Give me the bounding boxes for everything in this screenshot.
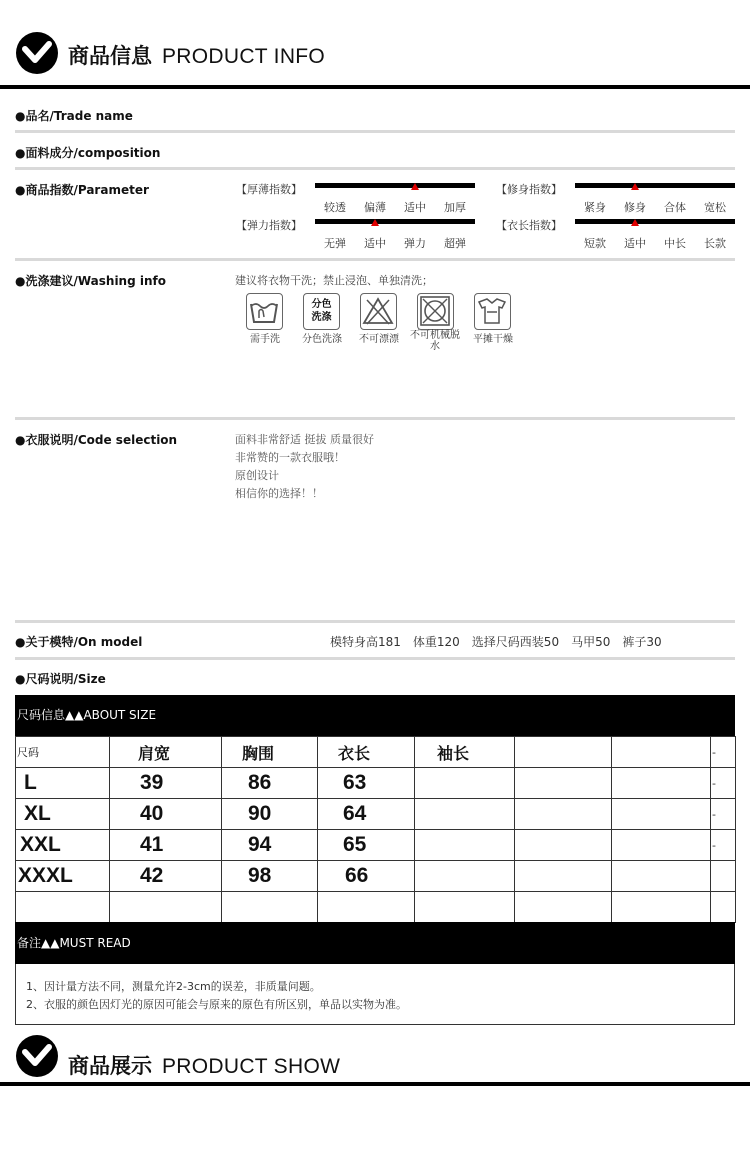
- divider: [15, 167, 735, 170]
- size-table-header-row: [16, 737, 736, 768]
- elasticity-option: 弹力: [404, 237, 426, 250]
- length-option: 短款: [584, 237, 606, 250]
- washing-label: ●洗涤建议/Washing info: [15, 274, 166, 288]
- elasticity-option: 适中: [364, 237, 386, 250]
- length-scale: [575, 219, 735, 224]
- wash-icon-label: 分色洗涤: [302, 334, 342, 345]
- section-title: 商品信息 PRODUCT INFO: [68, 44, 326, 68]
- washing-advice: 建议将衣物干洗；禁止浸泡、单独清洗；: [235, 274, 433, 287]
- shoulder-cell: 42: [110, 861, 222, 892]
- no-machine-dry-icon: [417, 293, 454, 330]
- size-table-grid: [15, 736, 736, 923]
- note-line: 1、因计量方法不同，测量允许2-3cm的误差，非质量问题。: [26, 980, 321, 993]
- column-header: 胸围: [222, 737, 318, 768]
- sleeve-cell: [415, 892, 515, 923]
- size-table-title: 尺码信息▲▲ABOUT SIZE: [15, 695, 735, 736]
- description-line: 非常赞的一款衣服哦！: [235, 451, 345, 464]
- length-option: 长款: [704, 237, 726, 250]
- column-header: 肩宽: [110, 737, 222, 768]
- no-bleach-icon: [360, 293, 397, 330]
- length-option: 中长: [664, 237, 686, 250]
- elasticity-option: 无弹: [324, 237, 346, 250]
- empty-cell: [612, 861, 711, 892]
- flat-dry-icon: [474, 293, 511, 330]
- thickness-option: 加厚: [444, 201, 466, 214]
- length-marker: [631, 219, 639, 226]
- column-header: 尺码: [16, 737, 110, 768]
- chest-cell: 90: [222, 799, 318, 830]
- fit-option: 合体: [664, 201, 686, 214]
- description-line: 原创设计: [235, 469, 279, 482]
- description-line: 相信你的选择！！: [235, 487, 323, 500]
- dash-cell: [711, 861, 736, 892]
- divider: [15, 258, 735, 261]
- thickness-label: 【厚薄指数】: [236, 183, 302, 196]
- trade-name-label: ●品名/Trade name: [15, 109, 133, 123]
- divider: [15, 130, 735, 133]
- column-header: 衣长: [318, 737, 415, 768]
- empty-cell: [515, 768, 612, 799]
- length-option: 适中: [624, 237, 646, 250]
- elasticity-label: 【弹力指数】: [236, 219, 302, 232]
- table-row: [16, 799, 736, 830]
- length-label: 【衣长指数】: [496, 219, 562, 232]
- length-cell: 65: [318, 830, 415, 861]
- empty-cell: [515, 861, 612, 892]
- elasticity-option: 超弹: [444, 237, 466, 250]
- code-selection-label: ●衣服说明/Code selection: [15, 433, 178, 447]
- length-cell: 63: [318, 768, 415, 799]
- size-cell: L: [16, 768, 110, 799]
- chest-cell: [222, 892, 318, 923]
- empty-cell: [612, 892, 711, 923]
- empty-cell: [612, 768, 711, 799]
- shoulder-cell: 40: [110, 799, 222, 830]
- notes-title: 备注▲▲MUST READ: [15, 922, 735, 964]
- column-header: [515, 737, 612, 768]
- size-cell: XL: [16, 799, 110, 830]
- header-bar: [0, 1082, 750, 1086]
- note-line: 2、衣服的颜色因灯光的原因可能会与原来的原色有所区别，单品以实物为准。: [26, 998, 407, 1011]
- empty-cell: [515, 799, 612, 830]
- brand-logo-icon: [16, 1035, 58, 1077]
- wash-icon-label: 需手洗: [250, 334, 280, 345]
- divider: [15, 657, 735, 660]
- thickness-option: 偏薄: [364, 201, 386, 214]
- wash-icon-label: 不可漂漂: [359, 334, 399, 345]
- dash-cell: [711, 892, 736, 923]
- shoulder-cell: [110, 892, 222, 923]
- dash-cell: -: [711, 799, 736, 830]
- chest-cell: 98: [222, 861, 318, 892]
- empty-cell: [515, 892, 612, 923]
- separate-wash-icon-text: 分色洗涤: [311, 299, 332, 323]
- size-cell: [16, 892, 110, 923]
- sleeve-cell: [415, 830, 515, 861]
- section-title: 商品展示 PRODUCT SHOW: [68, 1054, 341, 1078]
- chest-cell: 94: [222, 830, 318, 861]
- elasticity-marker: [371, 219, 379, 226]
- composition-label: ●面料成分/composition: [15, 146, 161, 160]
- description-line: 面料非常舒适 挺拔 质量很好: [235, 433, 374, 446]
- separate-wash-icon: [303, 293, 340, 330]
- brand-logo-icon: [16, 32, 58, 74]
- dash-cell: -: [711, 830, 736, 861]
- shoulder-cell: 41: [110, 830, 222, 861]
- parameter-label: ●商品指数/Parameter: [15, 183, 149, 197]
- fit-scale: [575, 183, 735, 188]
- chest-cell: 86: [222, 768, 318, 799]
- header-bar: [0, 85, 750, 89]
- length-cell: 66: [318, 861, 415, 892]
- sleeve-cell: [415, 799, 515, 830]
- on-model-label: ●关于模特/On model: [15, 635, 143, 649]
- size-label: ●尺码说明/Size: [15, 672, 106, 686]
- thickness-scale: [315, 183, 475, 188]
- sleeve-cell: [415, 861, 515, 892]
- empty-cell: [515, 830, 612, 861]
- column-header: [612, 737, 711, 768]
- notes-box: [15, 964, 735, 1025]
- thickness-option: 适中: [404, 201, 426, 214]
- size-cell: XXXL: [16, 861, 110, 892]
- column-header: 袖长: [415, 737, 515, 768]
- product-info-header: [0, 18, 750, 86]
- fit-marker: [631, 183, 639, 190]
- length-cell: 64: [318, 799, 415, 830]
- thickness-marker: [411, 183, 419, 190]
- empty-cell: [612, 799, 711, 830]
- table-row: [16, 861, 736, 892]
- shoulder-cell: 39: [110, 768, 222, 799]
- thickness-option: 较透: [324, 201, 346, 214]
- fit-option: 紧身: [584, 201, 606, 214]
- model-info: 模特身高181 体重120 选择尺码西装50 马甲50 裤子30: [330, 635, 662, 649]
- divider: [15, 417, 735, 420]
- hand-wash-icon: [246, 293, 283, 330]
- fit-option: 宽松: [704, 201, 726, 214]
- elasticity-scale: [315, 219, 475, 224]
- wash-icon-label: 平摊干燥: [473, 334, 513, 345]
- length-cell: [318, 892, 415, 923]
- fit-option: 修身: [624, 201, 646, 214]
- column-header: -: [711, 737, 736, 768]
- table-row: [16, 892, 736, 923]
- product-show-header: [0, 1030, 750, 1098]
- divider: [15, 620, 735, 623]
- dash-cell: -: [711, 768, 736, 799]
- table-row: [16, 830, 736, 861]
- wash-icon-label: 不可机械脱水: [410, 330, 460, 352]
- size-cell: XXL: [16, 830, 110, 861]
- empty-cell: [612, 830, 711, 861]
- fit-label: 【修身指数】: [496, 183, 562, 196]
- sleeve-cell: [415, 768, 515, 799]
- table-row: [16, 768, 736, 799]
